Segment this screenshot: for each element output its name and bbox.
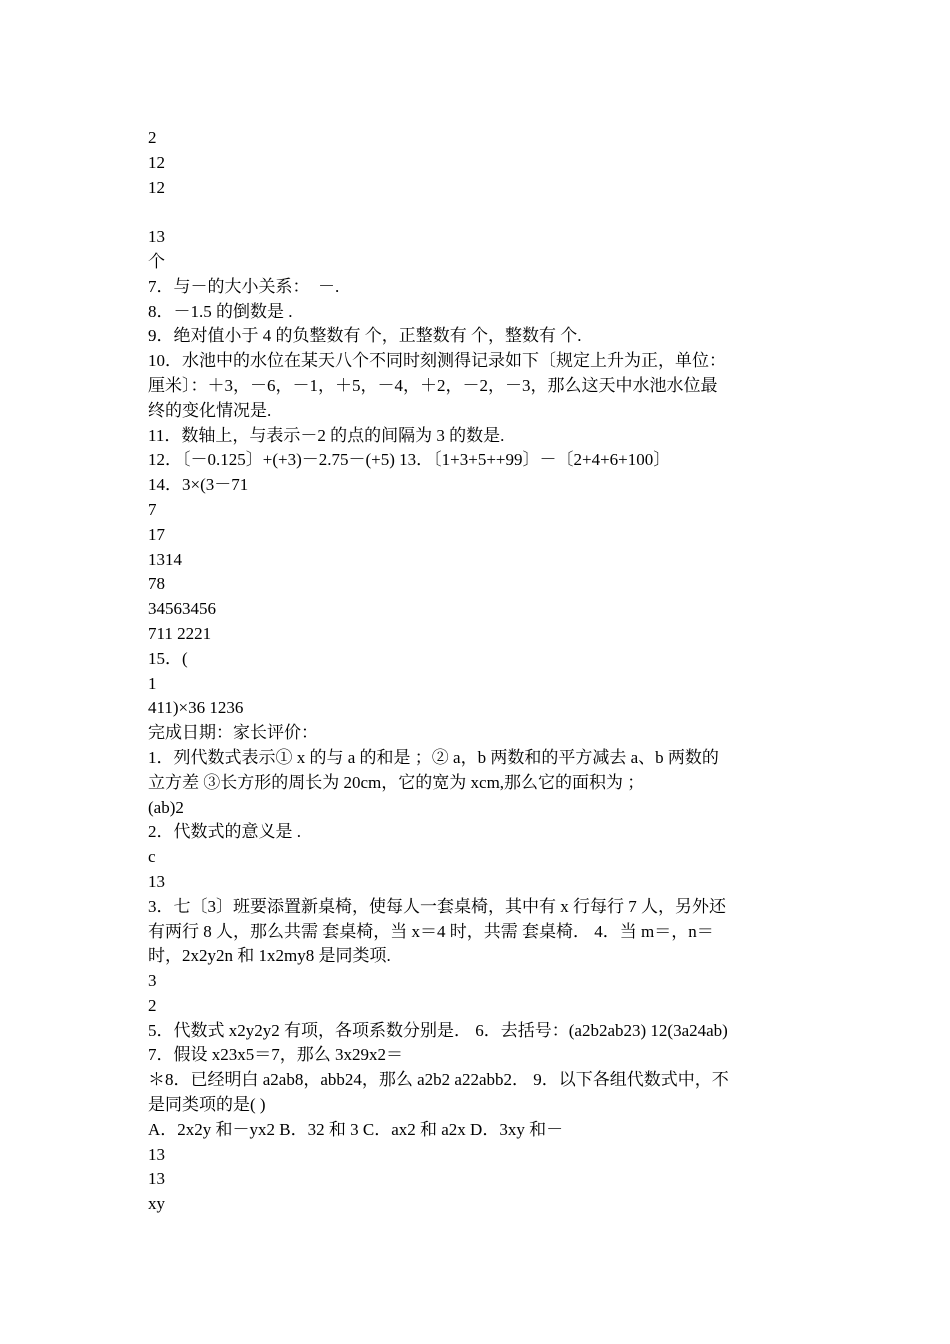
text-line: 2 (148, 995, 157, 1015)
question-4-cont: 时，2x2y2n 和 1x2my8 是同类项. (148, 946, 391, 966)
question-3-4: 有两行 8 人，那么共需 套桌椅，当 x＝4 时，共需 套桌椅． 4．当 m＝，n＝ (148, 921, 714, 941)
text-line: 13 (148, 227, 165, 247)
question-3: 3．七〔3〕班要添置新桌椅，使每人一套桌椅，其中有 x 行每行 7 人，另外还 (148, 896, 726, 916)
text-line: 1 (148, 673, 157, 693)
question-14: 14．3×(3－71 (148, 475, 249, 495)
question-8-9: ＊8．已经明白 a2ab8，abb24，那么 a2b2 a22abb2． 9．以下各组代数式中，不 (148, 1070, 729, 1090)
question-12-13: 12．〔－0.125〕+(+3)－2.75－(+5) 13．〔1+3+5++99〕－〔2+4+6+100〕 (148, 450, 671, 470)
text-line: 个 (148, 251, 165, 271)
question-7: 7．与－的大小关系： －. (148, 276, 340, 296)
text-line: 12 (148, 152, 165, 172)
document-page (148, 126, 808, 1217)
text-line: 1314 (148, 549, 182, 569)
question-10-cont: 厘米〕：＋3，－6，－1，＋5，－4，＋2，－2，－3，那么这天中水池水位最 (148, 375, 718, 395)
question-11: 11．数轴上，与表示－2 的点的间隔为 3 的数是. (148, 425, 505, 445)
text-line: 13 (148, 1144, 165, 1164)
blank-line (148, 200, 808, 225)
text-line: xy (148, 1194, 165, 1214)
question-8: 8．－1.5 的倒数是 . (148, 301, 293, 321)
question-5-6: 5．代数式 x2y2y2 有项，各项系数分别是． 6．去括号：(a2b2ab23) 12(3a24ab) (148, 1020, 728, 1040)
completion-date-line: 完成日期：家长评价： (148, 723, 318, 743)
text-line: 34563456 (148, 599, 216, 619)
text-line: 411)×36 1236 (148, 698, 244, 718)
text-line: 17 (148, 524, 165, 544)
text-line: 13 (148, 871, 165, 891)
question-15: 15．( (148, 648, 188, 668)
text-line: 13 (148, 1169, 165, 1189)
text-line: 12 (148, 177, 165, 197)
question-1-cont: 立方差 ③长方形的周长为 20cm，它的宽为 xcm,那么它的面积为 ； (148, 772, 645, 792)
text-line: 78 (148, 574, 165, 594)
text-line: c (148, 847, 156, 867)
question-10-cont: 终的变化情况是. (148, 400, 272, 420)
text-line: 7 (148, 499, 157, 519)
question-1: 1．列代数式表示① x 的与 a 的和是 ；② a，b 两数和的平方减去 a、b 两数的 (148, 747, 719, 767)
text-line: 2 (148, 128, 157, 147)
text-line: 711 2221 (148, 623, 212, 643)
question-2: 2．代数式的意义是 . (148, 822, 301, 842)
question-7b: 7．假设 x23x5＝7，那么 3x29x2＝ (148, 1045, 403, 1065)
text-line: 3 (148, 971, 157, 991)
question-9: 9．绝对值小于 4 的负整数有 个，正整数有 个，整数有 个. (148, 326, 582, 346)
question-10: 10．水池中的水位在某天八个不同时刻测得记录如下〔规定上升为正，单位： (148, 351, 726, 371)
text-line: (ab)2 (148, 797, 184, 817)
question-9-cont: 是同类项的是( ) (148, 1095, 266, 1115)
question-9-options: A．2x2y 和－yx2 B．32 和 3 C．ax2 和 a2x D．3xy 和－ (148, 1119, 564, 1139)
